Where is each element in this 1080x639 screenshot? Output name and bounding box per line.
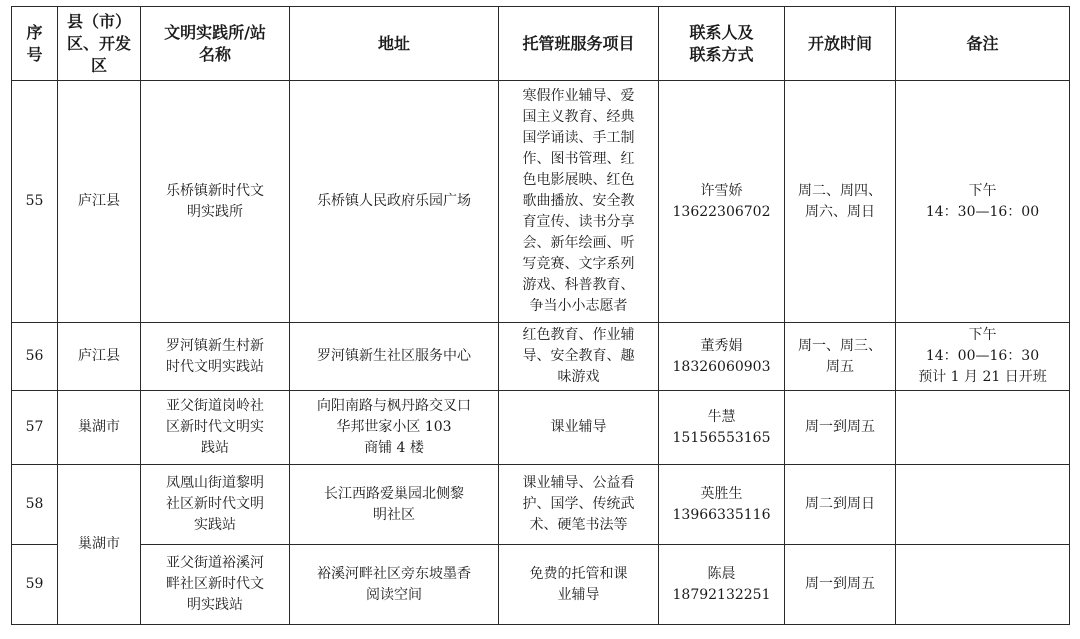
cell-county: 巢湖市 [58,391,141,465]
table-row [12,465,1070,545]
cell-note: 下午 14：30—16：00 [896,81,1070,323]
cell-service: 红色教育、作业辅 导、安全教育、趣 味游戏 [499,323,659,391]
header-note: 备注 [896,7,1070,81]
cell-hours: 周二、周四、 周六、周日 [785,81,896,323]
contact-phone: 13966335116 [672,506,771,523]
contact-name: 董秀娟 [700,337,743,354]
cell-note [896,391,1070,465]
contact-phone: 18792132251 [672,586,771,603]
cell-county: 庐江县 [58,81,141,323]
cell-seq: 59 [12,545,58,625]
cell-service: 课业辅导 [499,391,659,465]
header-row [12,7,1070,81]
cell-hours: 周一到周五 [785,391,896,465]
cell-address: 长江西路爱巢园北侧黎 明社区 [290,465,499,545]
header-address: 地址 [290,7,499,81]
cell-address: 向阳南路与枫丹路交叉口 华邦世家小区 103 商铺 4 楼 [290,391,499,465]
header-service-items: 托管班服务项目 [499,7,659,81]
cell-contact [659,323,785,391]
header-station-name: 文明实践所/站 名称 [141,7,290,81]
cell-hours: 周一到周五 [785,545,896,625]
childcare-service-table [11,6,1070,625]
cell-address: 裕溪河畔社区旁东坡墨香 阅读空间 [290,545,499,625]
cell-address: 乐桥镇人民政府乐园广场 [290,81,499,323]
cell-station: 罗河镇新生村新 时代文明实践站 [141,323,290,391]
header-county: 县（市） 区、开发 区 [58,7,141,81]
cell-station: 亚父街道裕溪河 畔社区新时代文 明实践站 [141,545,290,625]
cell-note [896,545,1070,625]
contact-phone: 13622306702 [672,203,771,220]
cell-county-merged: 巢湖市 [58,465,141,625]
table-row [12,545,1070,625]
cell-service: 寒假作业辅导、爱 国主义教育、经典 国学诵读、手工制 作、图书管理、红 色电影展映、红色 歌曲播放、安全教 育宣传、读书分享 会、新年绘画、听 写竞赛、文字系列 游戏、科普教育、 争当小小志愿者 [499,81,659,323]
cell-service: 免费的托管和课 业辅导 [499,545,659,625]
contact-name: 许雪娇 [700,182,743,199]
cell-contact [659,545,785,625]
header-opening-hours: 开放时间 [785,7,896,81]
cell-station: 乐桥镇新时代文 明实践所 [141,81,290,323]
header-contact: 联系人及 联系方式 [659,7,785,81]
header-seq: 序 号 [12,7,58,81]
contact-phone: 15156553165 [672,429,771,446]
cell-service: 课业辅导、公益看 护、国学、传统武 术、硬笔书法等 [499,465,659,545]
cell-seq: 57 [12,391,58,465]
cell-seq: 55 [12,81,58,323]
cell-station: 凤凰山街道黎明 社区新时代文明 实践站 [141,465,290,545]
cell-note: 下午 14：00—16：30 预计 1 月 21 日开班 [896,323,1070,391]
cell-seq: 56 [12,323,58,391]
cell-hours: 周二到周日 [785,465,896,545]
table-row [12,323,1070,391]
contact-name: 牛慧 [707,408,736,425]
cell-note [896,465,1070,545]
cell-contact [659,81,785,323]
cell-address: 罗河镇新生社区服务中心 [290,323,499,391]
cell-contact [659,391,785,465]
table-row [12,81,1070,323]
contact-name: 陈晨 [707,565,736,582]
contact-phone: 18326060903 [672,358,771,375]
cell-seq: 58 [12,465,58,545]
cell-hours: 周一、周三、 周五 [785,323,896,391]
cell-contact [659,465,785,545]
cell-station: 亚父街道岗岭社 区新时代文明实 践站 [141,391,290,465]
cell-county: 庐江县 [58,323,141,391]
table-row [12,391,1070,465]
contact-name: 英胜生 [700,485,743,502]
